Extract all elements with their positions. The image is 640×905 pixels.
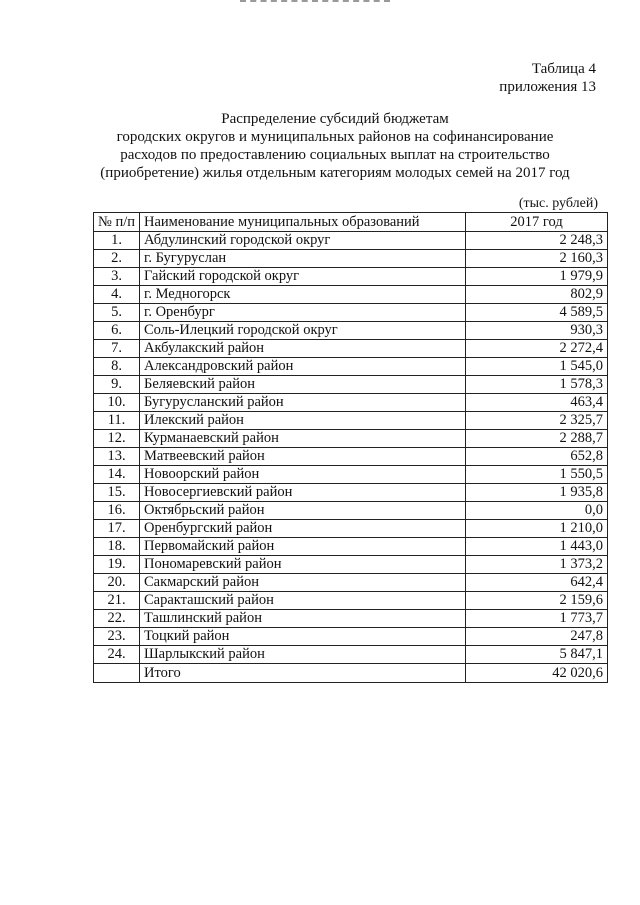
- row-name: Октябрьский район: [140, 502, 466, 520]
- header-name: Наименование муниципальных образований: [140, 213, 466, 232]
- row-name: Абдулинский городской округ: [140, 232, 466, 250]
- row-name: Первомайский район: [140, 538, 466, 556]
- table-row: [94, 574, 608, 592]
- table-row: [94, 268, 608, 286]
- row-number: 5.: [94, 304, 140, 322]
- appendix-ref: приложения 13: [499, 79, 596, 95]
- row-number: 10.: [94, 394, 140, 412]
- table-row: [94, 646, 608, 664]
- row-number: 13.: [94, 448, 140, 466]
- row-name: Саракташский район: [140, 592, 466, 610]
- row-number: 4.: [94, 286, 140, 304]
- row-name: Соль-Илецкий городской округ: [140, 322, 466, 340]
- row-number: 19.: [94, 556, 140, 574]
- row-number: 22.: [94, 610, 140, 628]
- row-name: г. Бугуруслан: [140, 250, 466, 268]
- row-value: 5 847,1: [466, 646, 608, 664]
- row-value: 2 325,7: [466, 412, 608, 430]
- row-value: 1 550,5: [466, 466, 608, 484]
- row-value: 1 210,0: [466, 520, 608, 538]
- row-value: 2 248,3: [466, 232, 608, 250]
- table-row: [94, 538, 608, 556]
- row-number: 3.: [94, 268, 140, 286]
- row-value: 247,8: [466, 628, 608, 646]
- row-name: Тоцкий район: [140, 628, 466, 646]
- title-line: (приобретение) жилья отдельным категориям молодых семей на 2017 год: [100, 165, 570, 181]
- table-row: [94, 412, 608, 430]
- table-row: [94, 484, 608, 502]
- row-number: 9.: [94, 376, 140, 394]
- row-name: Новосергиевский район: [140, 484, 466, 502]
- row-value: 1 578,3: [466, 376, 608, 394]
- row-value: 463,4: [466, 394, 608, 412]
- row-value: 652,8: [466, 448, 608, 466]
- row-number: 7.: [94, 340, 140, 358]
- table-row: [94, 430, 608, 448]
- row-number: 16.: [94, 502, 140, 520]
- table-row: [94, 232, 608, 250]
- row-value: 2 160,3: [466, 250, 608, 268]
- title-line: Распределение субсидий бюджетам: [221, 111, 449, 127]
- table-row: [94, 376, 608, 394]
- row-name: Александровский район: [140, 358, 466, 376]
- row-value: 1 979,9: [466, 268, 608, 286]
- row-name: Акбулакский район: [140, 340, 466, 358]
- row-value: 42 020,6: [466, 664, 608, 683]
- row-value: 1 443,0: [466, 538, 608, 556]
- row-name: Гайский городской округ: [140, 268, 466, 286]
- row-value: 802,9: [466, 286, 608, 304]
- table-row: [94, 610, 608, 628]
- row-number: 21.: [94, 592, 140, 610]
- table-row: [94, 340, 608, 358]
- table-row: [94, 358, 608, 376]
- row-number: 14.: [94, 466, 140, 484]
- row-value: 1 373,2: [466, 556, 608, 574]
- table-row: [94, 520, 608, 538]
- row-value: 2 159,6: [466, 592, 608, 610]
- header-num: № п/п: [94, 213, 140, 232]
- row-name: Ташлинский район: [140, 610, 466, 628]
- row-number: 15.: [94, 484, 140, 502]
- total-row: [94, 664, 608, 683]
- row-number: 11.: [94, 412, 140, 430]
- table-row: [94, 556, 608, 574]
- row-name: Илекский район: [140, 412, 466, 430]
- row-name: Пономаревский район: [140, 556, 466, 574]
- row-name: Новоорский район: [140, 466, 466, 484]
- row-name: г. Медногорск: [140, 286, 466, 304]
- header-value: 2017 год: [466, 213, 608, 232]
- row-name: Сакмарский район: [140, 574, 466, 592]
- table-body: [94, 232, 608, 683]
- table-row: [94, 394, 608, 412]
- table-row: [94, 502, 608, 520]
- subsidy-table: [93, 212, 608, 683]
- row-number: 1.: [94, 232, 140, 250]
- row-value: 0,0: [466, 502, 608, 520]
- row-name: Итого: [140, 664, 466, 683]
- table-row: [94, 250, 608, 268]
- table-row: [94, 592, 608, 610]
- row-number: 17.: [94, 520, 140, 538]
- row-value: 1 935,8: [466, 484, 608, 502]
- scan-artifact: [240, 0, 390, 5]
- row-number: [94, 664, 140, 683]
- table-row: [94, 322, 608, 340]
- row-value: 2 272,4: [466, 340, 608, 358]
- table-ref: Таблица 4: [531, 61, 596, 77]
- table-row: [94, 304, 608, 322]
- row-number: 24.: [94, 646, 140, 664]
- row-value: 1 773,7: [466, 610, 608, 628]
- row-name: Оренбургский район: [140, 520, 466, 538]
- row-number: 20.: [94, 574, 140, 592]
- row-name: Беляевский район: [140, 376, 466, 394]
- table-row: [94, 286, 608, 304]
- row-number: 2.: [94, 250, 140, 268]
- row-value: 1 545,0: [466, 358, 608, 376]
- row-value: 2 288,7: [466, 430, 608, 448]
- row-name: Бугурусланский район: [140, 394, 466, 412]
- row-number: 23.: [94, 628, 140, 646]
- title-line: расходов по предоставлению социальных выплат на строительство: [120, 147, 550, 163]
- title-line: городских округов и муниципальных районов на софинансирование: [116, 129, 554, 145]
- row-value: 930,3: [466, 322, 608, 340]
- row-name: Матвеевский район: [140, 448, 466, 466]
- row-name: Курманаевский район: [140, 430, 466, 448]
- table-header-row: [94, 213, 608, 232]
- row-value: 642,4: [466, 574, 608, 592]
- row-number: 18.: [94, 538, 140, 556]
- document-title: [70, 110, 600, 182]
- table-row: [94, 466, 608, 484]
- row-value: 4 589,5: [466, 304, 608, 322]
- row-name: Шарлыкский район: [140, 646, 466, 664]
- row-number: 6.: [94, 322, 140, 340]
- row-name: г. Оренбург: [140, 304, 466, 322]
- table-row: [94, 628, 608, 646]
- row-number: 12.: [94, 430, 140, 448]
- table-row: [94, 448, 608, 466]
- units-label: (тыс. рублей): [518, 196, 598, 211]
- appendix-reference: [499, 60, 596, 96]
- row-number: 8.: [94, 358, 140, 376]
